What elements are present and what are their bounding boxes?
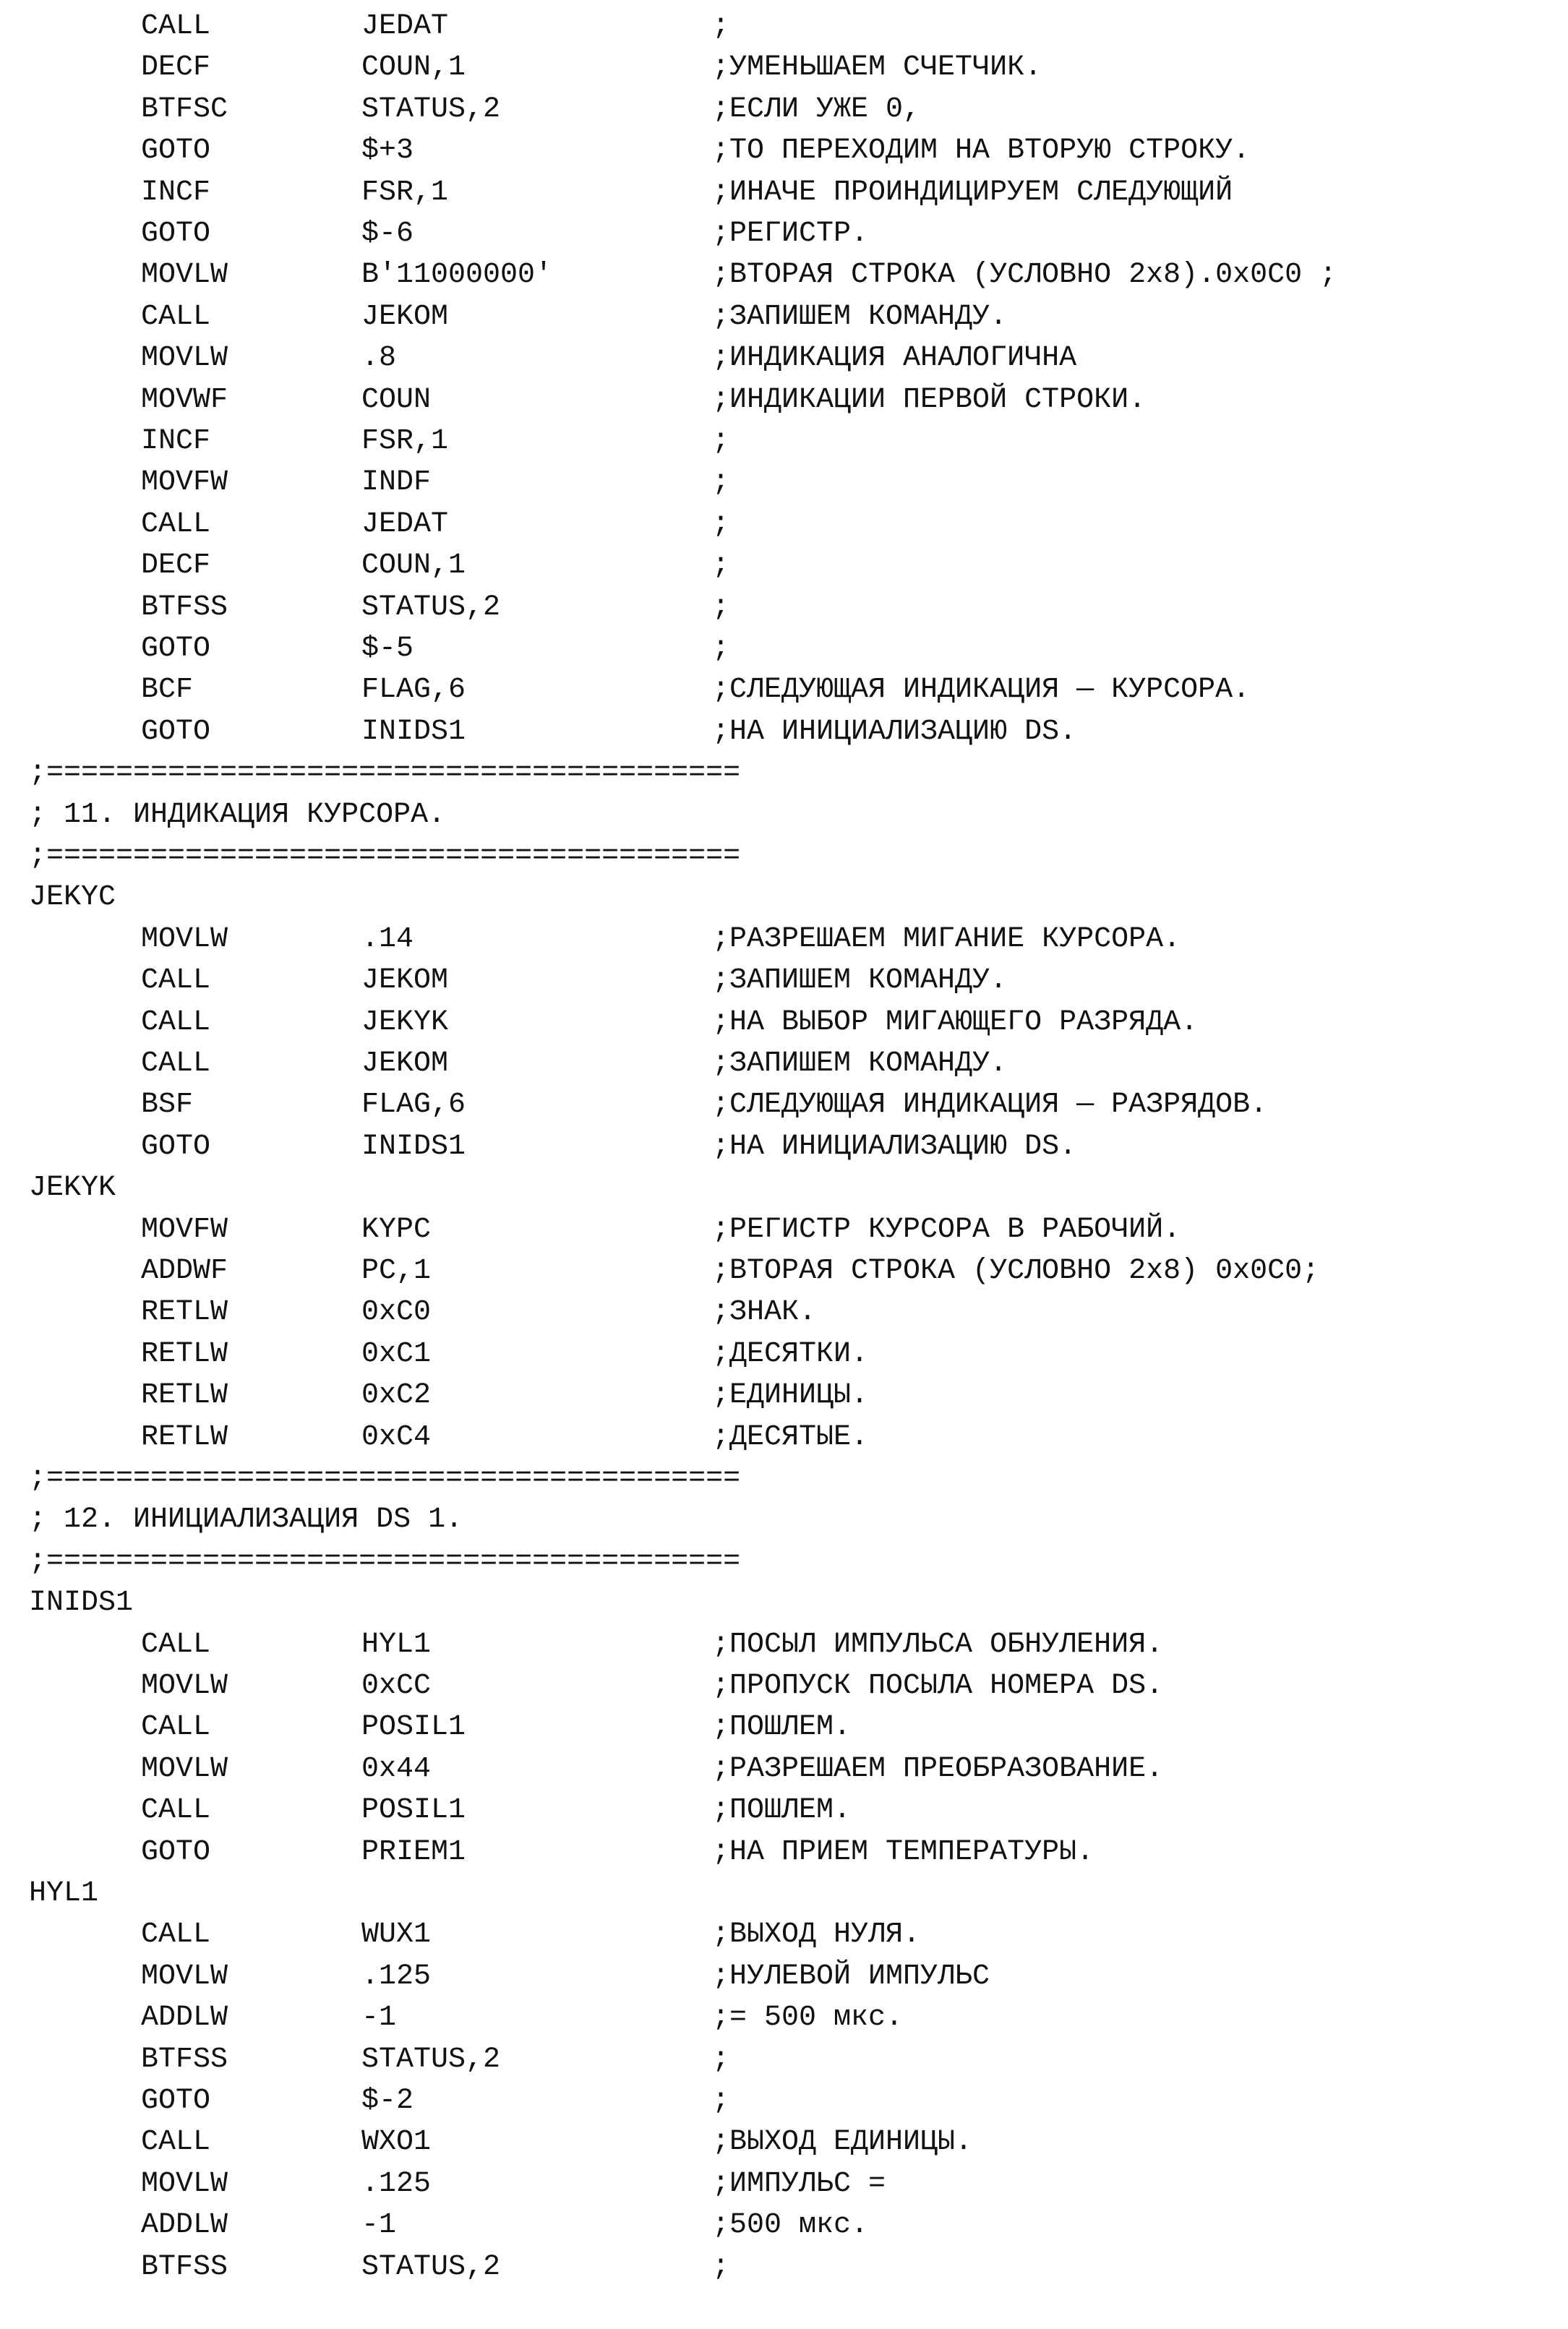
mnemonic: RETLW: [141, 1379, 228, 1412]
comment: ;ТО ПЕРЕХОДИМ НА ВТОРУЮ СТРОКУ.: [712, 134, 1251, 168]
operand: .125: [361, 1960, 432, 1993]
operand: .14: [361, 922, 414, 956]
code-line: [0, 254, 1568, 296]
code-line: [0, 1084, 1568, 1126]
operand: JEKOM: [361, 300, 449, 333]
code-line: [0, 1002, 1568, 1044]
mnemonic: CALL: [141, 1005, 211, 1039]
code-line: [0, 2205, 1568, 2247]
operand: JEKOM: [361, 1047, 449, 1080]
comment: ;УМЕНЬШАЕМ СЧЕТЧИК.: [712, 51, 1042, 85]
mnemonic: RETLW: [141, 1337, 228, 1371]
comment: ;ПРОПУСК ПОСЫЛА НОМЕРА DS.: [712, 1670, 1164, 1702]
mnemonic: MOVLW: [141, 1752, 228, 1785]
mnemonic: CALL: [141, 1794, 211, 1827]
mnemonic: BTFSS: [141, 591, 228, 624]
separator-rule: ;========================================: [29, 757, 741, 790]
operand: JEKYK: [361, 1005, 449, 1039]
operand: 0xC0: [361, 1296, 432, 1329]
comment: ;= 500 мкс.: [712, 2002, 904, 2035]
comment: ;ВЫХОД НУЛЯ.: [712, 1918, 921, 1952]
comment: ;ЗАПИШЕМ КОМАНДУ.: [712, 964, 1008, 998]
mnemonic: GOTO: [141, 134, 211, 168]
comment: ;ВЫХОД ЕДИНИЦЫ.: [712, 2126, 973, 2159]
comment: ;РАЗРЕШАЕМ МИГАНИЕ КУРСОРА.: [712, 922, 1181, 956]
code-line: [0, 960, 1568, 1002]
comment: ;: [712, 2043, 730, 2076]
separator-rule: ;========================================: [29, 1462, 741, 1495]
code-line: [0, 545, 1568, 587]
mnemonic: CALL: [141, 1918, 211, 1952]
operand: 0xCC: [361, 1670, 432, 1702]
code-label: JEKYC: [29, 881, 116, 914]
operand: INIDS1: [361, 715, 466, 748]
comment: ;ПОШЛЕМ.: [712, 1711, 852, 1744]
section-heading: ; 12. ИНИЦИАЛИЗАЦИЯ DS 1.: [29, 1504, 463, 1537]
comment: ;: [712, 507, 730, 541]
comment: ;ИМПУЛЬС =: [712, 2167, 886, 2200]
comment: ;ИНДИКАЦИЯ АНАЛОГИЧНА: [712, 342, 1077, 375]
operand: STATUS,2: [361, 591, 501, 624]
operand: -1: [361, 2002, 397, 2035]
comment: ;ПОСЫЛ ИМПУЛЬСА ОБНУЛЕНИЯ.: [712, 1628, 1164, 1661]
comment: ;ДЕСЯТКИ.: [712, 1337, 869, 1371]
operand: POSIL1: [361, 1794, 466, 1827]
code-line: [0, 2122, 1568, 2163]
separator-line: [0, 1458, 1568, 1500]
code-line: [0, 1209, 1568, 1251]
code-line: [0, 711, 1568, 753]
operand: 0xC1: [361, 1337, 432, 1371]
code-label: INIDS1: [29, 1587, 134, 1620]
code-line: [0, 1790, 1568, 1832]
mnemonic: CALL: [141, 1047, 211, 1080]
mnemonic: CALL: [141, 507, 211, 541]
operand: STATUS,2: [361, 93, 501, 126]
operand: PC,1: [361, 1255, 432, 1287]
operand: COUN: [361, 383, 432, 416]
operand: .125: [361, 2167, 432, 2200]
mnemonic: INCF: [141, 176, 211, 209]
operand: STATUS,2: [361, 2043, 501, 2076]
mnemonic: ADDLW: [141, 2002, 228, 2035]
comment: ;: [712, 549, 730, 583]
mnemonic: DECF: [141, 549, 211, 583]
code-line: [0, 2039, 1568, 2081]
comment: ;РЕГИСТР.: [712, 218, 869, 250]
mnemonic: MOVWF: [141, 383, 228, 416]
code-line: [0, 421, 1568, 463]
operand: $-2: [361, 2085, 414, 2117]
comment: ;: [712, 10, 730, 43]
code-line: [0, 504, 1568, 546]
code-line: [0, 2080, 1568, 2122]
mnemonic: GOTO: [141, 1835, 211, 1869]
mnemonic: MOVFW: [141, 1213, 228, 1246]
code-line: [0, 1334, 1568, 1376]
code-line: [0, 1417, 1568, 1459]
operand: 0x44: [361, 1752, 432, 1785]
code-line: [0, 1624, 1568, 1666]
mnemonic: MOVLW: [141, 1670, 228, 1702]
operand: POSIL1: [361, 1711, 466, 1744]
code-line: [0, 628, 1568, 670]
code-label: HYL1: [29, 1877, 99, 1910]
operand: JEDAT: [361, 10, 449, 43]
code-line: [0, 1832, 1568, 1874]
code-line: [0, 1292, 1568, 1334]
operand: $-5: [361, 632, 414, 665]
mnemonic: MOVLW: [141, 259, 228, 292]
comment: ;СЛЕДУЮЩАЯ ИНДИКАЦИЯ — КУРСОРА.: [712, 674, 1251, 707]
comment: ;ЕДИНИЦЫ.: [712, 1379, 869, 1412]
comment: ;ПОШЛЕМ.: [712, 1794, 852, 1827]
mnemonic: CALL: [141, 964, 211, 998]
operand: B'11000000': [361, 259, 553, 292]
mnemonic: BCF: [141, 674, 194, 707]
code-line: [0, 2163, 1568, 2205]
operand: INDF: [361, 466, 432, 499]
mnemonic: RETLW: [141, 1420, 228, 1454]
operand: COUN,1: [361, 549, 466, 583]
operand: COUN,1: [361, 51, 466, 85]
comment: ;НА ИНИЦИАЛИЗАЦИЮ DS.: [712, 715, 1077, 748]
operand: KYPC: [361, 1213, 432, 1246]
comment: ;ВТОРАЯ СТРОКА (УСЛОВНО 2x8).0x0C0 ;: [712, 259, 1337, 292]
code-line: [0, 296, 1568, 338]
comment: ;ДЕСЯТЫЕ.: [712, 1420, 869, 1454]
mnemonic: BTFSC: [141, 93, 228, 126]
comment: ;НА ПРИЕМ ТЕМПЕРАТУРЫ.: [712, 1835, 1094, 1869]
mnemonic: GOTO: [141, 218, 211, 250]
separator-rule: ;========================================: [29, 1545, 741, 1578]
operand: $-6: [361, 218, 414, 250]
operand: PRIEM1: [361, 1835, 466, 1869]
code-line: [0, 1707, 1568, 1749]
code-line: [0, 172, 1568, 214]
code-line: [0, 919, 1568, 961]
operand: $+3: [361, 134, 414, 168]
mnemonic: MOVFW: [141, 466, 228, 499]
separator-line: [0, 752, 1568, 794]
code-line: [0, 1997, 1568, 2039]
code-line: [0, 130, 1568, 172]
operand: 0xC4: [361, 1420, 432, 1454]
code-label: JEKYK: [29, 1172, 116, 1205]
code-line: [0, 6, 1568, 48]
section-heading: ; 11. ИНДИКАЦИЯ КУРСОРА.: [29, 798, 446, 831]
code-label-line: [0, 1873, 1568, 1915]
comment: ;ИНАЧЕ ПРОИНДИЦИРУЕМ СЛЕДУЮЩИЙ: [712, 176, 1233, 209]
code-line: [0, 1251, 1568, 1292]
code-line: [0, 1126, 1568, 1168]
code-line: [0, 1956, 1568, 1998]
comment: ;РЕГИСТР КУРСОРА В РАБОЧИЙ.: [712, 1213, 1181, 1246]
mnemonic: CALL: [141, 300, 211, 333]
comment: ;: [712, 2085, 730, 2117]
code-line: [0, 47, 1568, 89]
mnemonic: BTFSS: [141, 2043, 228, 2076]
operand: JEKOM: [361, 964, 449, 998]
mnemonic: GOTO: [141, 1130, 211, 1163]
mnemonic: INCF: [141, 425, 211, 458]
comment: ;: [712, 2250, 730, 2283]
mnemonic: MOVLW: [141, 922, 228, 956]
mnemonic: RETLW: [141, 1296, 228, 1329]
code-line: [0, 1665, 1568, 1707]
comment: ;ЕСЛИ УЖЕ 0,: [712, 93, 921, 126]
operand: FLAG,6: [361, 674, 466, 707]
comment: ;ЗАПИШЕМ КОМАНДУ.: [712, 300, 1008, 333]
code-line: [0, 379, 1568, 421]
code-line: [0, 338, 1568, 379]
code-label-line: [0, 877, 1568, 919]
mnemonic: GOTO: [141, 715, 211, 748]
code-label-line: [0, 1167, 1568, 1209]
section-heading-line: [0, 1499, 1568, 1541]
comment: ;ИНДИКАЦИИ ПЕРВОЙ СТРОКИ.: [712, 383, 1147, 416]
code-line: [0, 1375, 1568, 1417]
mnemonic: MOVLW: [141, 342, 228, 375]
mnemonic: ADDLW: [141, 2209, 228, 2242]
mnemonic: MOVLW: [141, 1960, 228, 1993]
code-line: [0, 1043, 1568, 1085]
operand: FSR,1: [361, 176, 449, 209]
mnemonic: DECF: [141, 51, 211, 85]
code-line: [0, 2247, 1568, 2289]
comment: ;: [712, 425, 730, 458]
separator-line: [0, 1541, 1568, 1583]
comment: ;НА ИНИЦИАЛИЗАЦИЮ DS.: [712, 1130, 1077, 1163]
comment: ;: [712, 466, 730, 499]
mnemonic: CALL: [141, 10, 211, 43]
comment: ;500 мкс.: [712, 2209, 869, 2242]
mnemonic: MOVLW: [141, 2167, 228, 2200]
code-line: [0, 462, 1568, 504]
mnemonic: GOTO: [141, 632, 211, 665]
operand: STATUS,2: [361, 2250, 501, 2283]
mnemonic: ADDWF: [141, 1255, 228, 1287]
mnemonic: BSF: [141, 1089, 194, 1122]
operand: -1: [361, 2209, 397, 2242]
operand: 0xC2: [361, 1379, 432, 1412]
separator-line: [0, 836, 1568, 878]
operand: FLAG,6: [361, 1089, 466, 1122]
comment: ;СЛЕДУЮЩАЯ ИНДИКАЦИЯ — РАЗРЯДОВ.: [712, 1089, 1268, 1122]
operand: INIDS1: [361, 1130, 466, 1163]
comment: ;НУЛЕВОЙ ИМПУЛЬС: [712, 1960, 990, 1993]
mnemonic: BTFSS: [141, 2250, 228, 2283]
section-heading-line: [0, 794, 1568, 836]
separator-rule: ;========================================: [29, 840, 741, 872]
comment: ;: [712, 632, 730, 665]
mnemonic: CALL: [141, 1711, 211, 1744]
operand: JEDAT: [361, 507, 449, 541]
operand: WUX1: [361, 1918, 432, 1952]
mnemonic: GOTO: [141, 2085, 211, 2117]
code-line: [0, 587, 1568, 629]
code-line: [0, 1914, 1568, 1956]
comment: ;ЗНАК.: [712, 1296, 817, 1329]
comment: ;РАЗРЕШАЕМ ПРЕОБРАЗОВАНИЕ.: [712, 1752, 1164, 1785]
comment: ;НА ВЫБОР МИГАЮЩЕГО РАЗРЯДА.: [712, 1005, 1199, 1039]
comment: ;ВТОРАЯ СТРОКА (УСЛОВНО 2x8) 0x0C0;: [712, 1255, 1320, 1287]
operand: .8: [361, 342, 397, 375]
operand: HYL1: [361, 1628, 432, 1661]
mnemonic: CALL: [141, 2126, 211, 2159]
comment: ;ЗАПИШЕМ КОМАНДУ.: [712, 1047, 1008, 1080]
code-line: [0, 213, 1568, 255]
mnemonic: CALL: [141, 1628, 211, 1661]
operand: FSR,1: [361, 425, 449, 458]
code-line: [0, 1749, 1568, 1790]
operand: WXO1: [361, 2126, 432, 2159]
comment: ;: [712, 591, 730, 624]
code-line: [0, 669, 1568, 711]
code-label-line: [0, 1582, 1568, 1624]
code-line: [0, 89, 1568, 131]
